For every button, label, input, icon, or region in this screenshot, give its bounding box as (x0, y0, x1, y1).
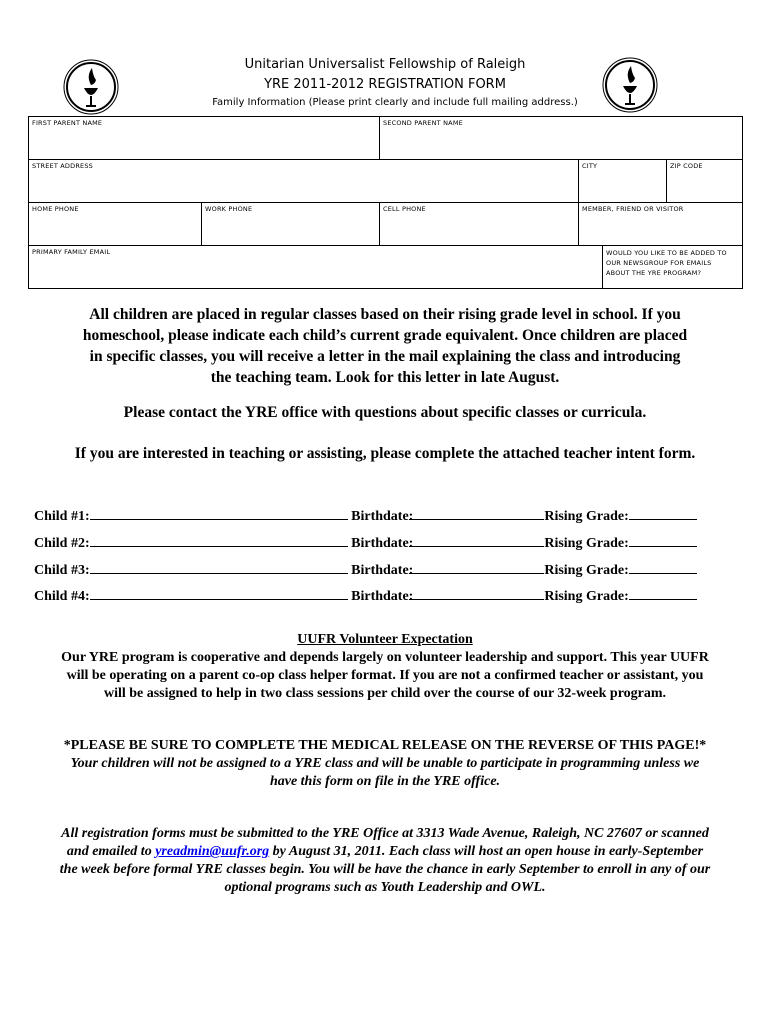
submission-line-2 (20, 843, 750, 861)
submission-line-3: the week before formal YRE classes begin. You will be have the chance in early September to enroll in any of our (59, 862, 711, 877)
birthdate-blank[interactable] (409, 534, 544, 547)
submission-line-2-end: by August 31, 2011. Each class will host an open house in early-September (269, 844, 704, 859)
birthdate-label: Birthdate: (351, 589, 414, 604)
rising-grade-label: Rising Grade: (544, 509, 629, 524)
member-status-field[interactable] (579, 203, 743, 246)
newsgroup-field[interactable] (603, 246, 743, 289)
submission-line-1: All registration forms must be submitted to the YRE Office at 3313 Wade Avenue, Raleigh, NC 27607 or scanned (61, 826, 709, 841)
form-title: YRE 2011-2012 REGISTRATION FORM (264, 77, 506, 92)
child-row-3 (34, 561, 734, 579)
placement-line-4: the teaching team. Look for this letter in late August. (210, 369, 560, 386)
rising-grade-blank[interactable] (629, 507, 697, 520)
child-name-blank[interactable] (90, 507, 348, 520)
medical-line-2: have this form on file in the YRE office. (269, 774, 501, 789)
newsgroup-label-3: ABOUT THE YRE PROGRAM? (606, 269, 702, 277)
child-name-blank[interactable] (90, 534, 348, 547)
city-label: CITY (582, 162, 598, 170)
teaching-paragraph: If you are interested in teaching or assisting, please complete the attached teacher intent form. (74, 445, 696, 462)
street-address-field[interactable] (29, 160, 579, 203)
street-address-label: STREET ADDRESS (32, 162, 93, 170)
family-email-label: PRIMARY FAMILY EMAIL (32, 248, 111, 256)
second-parent-field[interactable] (380, 117, 743, 160)
volunteer-heading: UUFR Volunteer Expectation (297, 632, 473, 647)
cell-phone-label: CELL PHONE (383, 205, 426, 213)
child-label: Child #2: (34, 536, 90, 551)
submission-line-2-start: and emailed to (66, 844, 156, 859)
volunteer-line-1: Our YRE program is cooperative and depends largely on volunteer leadership and support. This year UUFR (61, 650, 709, 665)
first-parent-field[interactable] (29, 117, 380, 160)
child-label: Child #1: (34, 509, 90, 524)
child-row-2 (34, 534, 734, 552)
birthdate-blank[interactable] (409, 561, 544, 574)
family-email-field[interactable] (29, 246, 603, 289)
placement-line-1: All children are placed in regular classes based on their rising grade level in school. If you (89, 306, 681, 323)
newsgroup-label-1: WOULD YOU LIKE TO BE ADDED TO (606, 249, 727, 257)
rising-grade-blank[interactable] (629, 561, 697, 574)
second-parent-label: SECOND PARENT NAME (383, 119, 463, 127)
child-label: Child #4: (34, 589, 90, 604)
rising-grade-label: Rising Grade: (544, 536, 629, 551)
child-label: Child #3: (34, 563, 90, 578)
zip-code-field[interactable] (667, 160, 743, 203)
rising-grade-label: Rising Grade: (544, 563, 629, 578)
medical-line-1: Your children will not be assigned to a YRE class and will be unable to participate in programming unless we (70, 756, 700, 771)
home-phone-label: HOME PHONE (32, 205, 79, 213)
rising-grade-label: Rising Grade: (544, 589, 629, 604)
newsgroup-label-2: OUR NEWSGROUP FOR EMAILS (606, 259, 712, 267)
work-phone-field[interactable] (202, 203, 380, 246)
medical-section (20, 737, 750, 791)
birthdate-blank[interactable] (409, 507, 544, 520)
child-row-1 (34, 507, 734, 525)
work-phone-label: WORK PHONE (205, 205, 253, 213)
family-info-table (28, 116, 743, 289)
birthdate-label: Birthdate: (351, 509, 414, 524)
member-status-label: MEMBER, FRIEND OR VISITOR (582, 205, 684, 213)
first-parent-label: FIRST PARENT NAME (32, 119, 103, 127)
home-phone-field[interactable] (29, 203, 202, 246)
submission-section (20, 825, 750, 897)
birthdate-label: Birthdate: (351, 563, 414, 578)
birthdate-blank[interactable] (409, 587, 544, 600)
yre-email-link[interactable]: yreadmin@uufr.org (155, 844, 270, 859)
rising-grade-blank[interactable] (629, 587, 697, 600)
placement-line-3: in specific classes, you will receive a letter in the mail explaining the class and introducing (89, 348, 681, 365)
volunteer-line-3: will be assigned to help in two class sessions per child over the course of our 32-week program. (103, 686, 667, 701)
family-info-instructions: Family Information (Please print clearly and include full mailing address.) (212, 97, 578, 108)
cell-phone-field[interactable] (380, 203, 579, 246)
rising-grade-blank[interactable] (629, 534, 697, 547)
city-field[interactable] (579, 160, 667, 203)
contact-paragraph: Please contact the YRE office with questions about specific classes or curricula. (123, 404, 647, 421)
submission-line-4: optional programs such as Youth Leadership and OWL. (224, 880, 546, 895)
volunteer-line-2: will be operating on a parent co-op class helper format. If you are not a confirmed teacher or assistant, you (66, 668, 704, 683)
placement-line-2: homeschool, please indicate each child’s current grade equivalent. Once children are placed (82, 327, 688, 344)
org-title: Unitarian Universalist Fellowship of Raleigh (244, 57, 526, 72)
zip-code-label: ZIP CODE (670, 162, 703, 170)
medical-heading: *PLEASE BE SURE TO COMPLETE THE MEDICAL RELEASE ON THE REVERSE OF THIS PAGE!* (63, 738, 707, 753)
child-row-4 (34, 587, 734, 605)
volunteer-section (20, 631, 750, 703)
child-name-blank[interactable] (90, 587, 348, 600)
child-name-blank[interactable] (90, 561, 348, 574)
birthdate-label: Birthdate: (351, 536, 414, 551)
placement-paragraph (20, 304, 750, 388)
